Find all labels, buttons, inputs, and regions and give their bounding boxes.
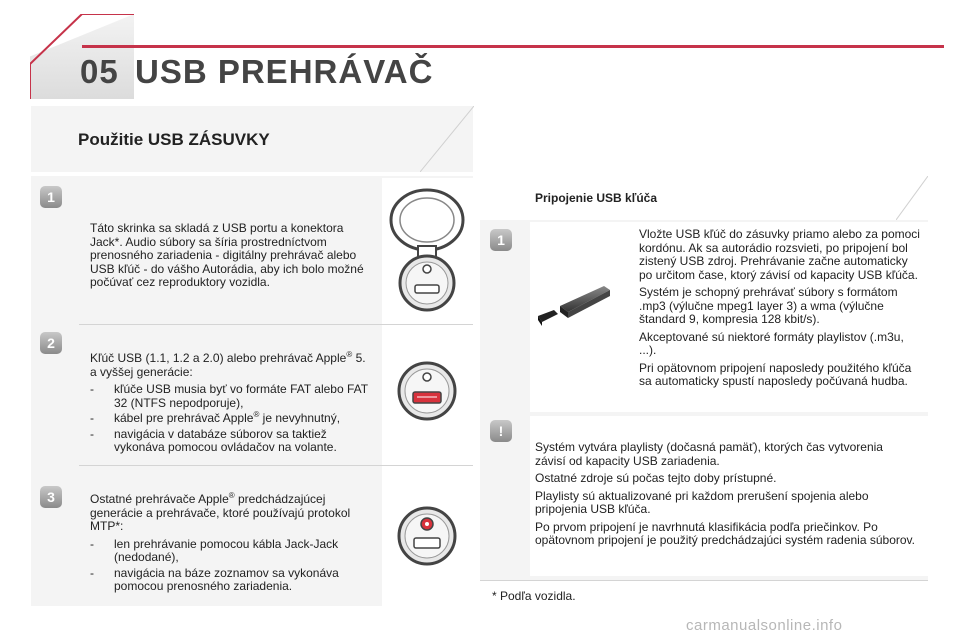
paragraph: Pri opätovnom pripojení naposledy použitého kľúča sa automaticky spustí naposledy počúvaná hudba. (639, 360, 912, 388)
registered-mark: ® (253, 410, 260, 419)
paragraph (90, 493, 370, 534)
list-item: - navigácia v databáze súborov sa taktiež vykonáva pomocou ovládačov na volante. (90, 428, 370, 455)
list-item: - kľúče USB musia byť vo formáte FAT alebo FAT 32 (NTFS nepodporuje), (90, 383, 370, 410)
panel-corner (420, 106, 474, 172)
right-heading: Pripojenie USB kľúča (535, 191, 657, 205)
text: Ostatné prehrávače Apple (90, 492, 229, 506)
registered-mark: ® (346, 350, 353, 359)
usb-connect-text (639, 228, 921, 393)
footnote: * Podľa vozidla. (492, 589, 576, 603)
requirement-list (90, 383, 370, 455)
paragraph: Táto skrinka sa skladá z USB portu a konektora Jack*. Audio súbory sa šíria prostredníctvom prenosného zariadenia - digitálny prehrávač alebo USB kľúč - do vášho Autorádia, aby ich bolo možné počúvať cez reproduktory vozidla. (90, 221, 364, 289)
page-title: Použitie USB ZÁSUVKY (78, 130, 270, 149)
text: predchádzajúcej generácie a prehrávače, ktoré používajú protokol MTP*: (90, 492, 351, 533)
paragraph: Systém vytvára playlisty (dočasná pamäť), ktorých čas vytvorenia závisí od kapacity USB zariadenia. (535, 440, 883, 468)
paragraph: Ostatné zdroje sú počas tejto doby prístupné. (535, 471, 777, 485)
list-item: - len prehrávanie pomocou kábla Jack-Jack (nedodané), (90, 538, 370, 565)
jack-port-image (382, 466, 473, 606)
chapter-title: USB PREHRÁVAČ (135, 53, 434, 90)
usb-stick-image (530, 278, 620, 338)
step-badge-3: 3 (40, 486, 62, 508)
warning-icon: ! (490, 420, 512, 442)
paragraph: Systém je schopný prehrávať súbory s formátom .mp3 (výlučne mpeg1 layer 3) a wma (výlučne štandard 9, kompresia 128 kbit/s). (639, 285, 898, 326)
step-badge-2: 2 (40, 332, 62, 354)
text: je nevyhnutný, (259, 411, 341, 425)
warning-text (535, 441, 915, 552)
text: kábel pre prehrávač Apple (114, 411, 254, 425)
paragraph: Po prvom pripojení je navrhnutá klasifikácia podľa priečinkov. Po opätovnom pripojení je použitý predchádzajúci systém radenia súborov. (535, 519, 915, 547)
usb-port-image (382, 325, 473, 465)
text: 5. a vyššej generácie: (90, 351, 366, 379)
paragraph: Playlisty sú aktualizované pri každom prerušení spojenia alebo pripojenia USB kľúča. (535, 488, 869, 516)
usb-jack-cover-image (382, 178, 473, 324)
watermark: carmanualsonline.info (686, 617, 843, 634)
step-badge-1: 1 (490, 229, 512, 251)
paragraph: Vložte USB kľúč do zásuvky priamo alebo za pomoci kordónu. Ak sa autorádio rozsvieti, po pripojení bol zistený USB zdroj. Prehrávanie začne automaticky po určitom čase, ktorý závisí od kapacity USB kľúča. (639, 227, 920, 282)
chapter-number: 05 (80, 53, 119, 90)
paragraph: Akceptované sú niektoré formáty playlistov (.m3u, ...). (639, 329, 904, 357)
list-item (90, 412, 370, 426)
info-text-3 (90, 493, 370, 596)
list-item: - navigácia na báze zoznamov sa vykonáva pomocou prenosného zariadenia. (90, 567, 370, 594)
step-badge-1: 1 (40, 186, 62, 208)
info-text-1 (90, 222, 372, 294)
player-list (90, 538, 370, 594)
header-rule (82, 45, 944, 48)
info-text-2 (90, 352, 370, 457)
panel-corner (896, 176, 928, 220)
paragraph (90, 352, 370, 379)
registered-mark: ® (228, 491, 235, 500)
text: Kľúč USB (1.1, 1.2 a 2.0) alebo prehrávač Apple (90, 351, 347, 365)
